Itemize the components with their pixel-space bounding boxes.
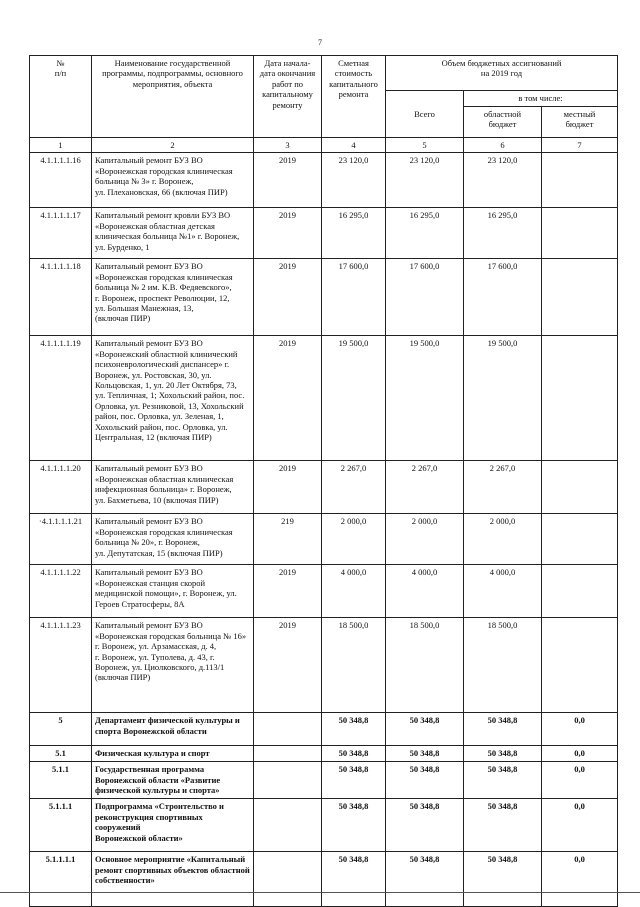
cell-date: 2019 xyxy=(254,336,322,461)
cell-local xyxy=(542,336,618,461)
cell-total: 50 348,8 xyxy=(386,852,464,907)
cell-date: 219 xyxy=(254,514,322,565)
cell-local: 0,0 xyxy=(542,746,618,762)
cell-cost: 2 267,0 xyxy=(322,461,386,514)
page-number: 7 xyxy=(318,38,322,47)
cell-name: Государственная программа Воронежской области «Развитие физической культуры и спорта» xyxy=(92,762,254,799)
header-row-1 xyxy=(30,56,618,91)
table-row xyxy=(30,618,618,713)
cell-regional: 50 348,8 xyxy=(464,799,542,852)
header-cost: Сметная стоимость капитального ремонта xyxy=(322,56,386,138)
cell-cost: 19 500,0 xyxy=(322,336,386,461)
cell-local: 0,0 xyxy=(542,799,618,852)
cell-total: 50 348,8 xyxy=(386,762,464,799)
cell-regional: 2 267,0 xyxy=(464,461,542,514)
cell-cost: 50 348,8 xyxy=(322,746,386,762)
cell-cost: 4 000,0 xyxy=(322,565,386,618)
cell-regional: 50 348,8 xyxy=(464,746,542,762)
cell-date xyxy=(254,713,322,746)
cell-regional: 17 600,0 xyxy=(464,259,542,336)
header-date: Дата начала- дата окончания работ по капитальному ремонту xyxy=(254,56,322,138)
table-row xyxy=(30,514,618,565)
cell-date xyxy=(254,799,322,852)
cell-total: 18 500,0 xyxy=(386,618,464,713)
cell-local: 0,0 xyxy=(542,762,618,799)
table-row xyxy=(30,336,618,461)
col-number: 7 xyxy=(542,138,618,153)
cell-num: ·4.1.1.1.1.21 xyxy=(30,514,92,565)
table-row xyxy=(30,461,618,514)
cell-cost: 2 000,0 xyxy=(322,514,386,565)
page-bottom-rule xyxy=(0,892,640,893)
table-row xyxy=(30,208,618,259)
cell-total: 2 000,0 xyxy=(386,514,464,565)
cell-local xyxy=(542,461,618,514)
cell-total: 2 267,0 xyxy=(386,461,464,514)
cell-date xyxy=(254,852,322,907)
cell-name: Капитальный ремонт БУЗ ВО «Воронежский областной клинический психоневрологический диспансер» г. Воронеж, ул. Ростовская, 30, ул. Кольцовская, 1, ул. 20 Лет Октября, 73, ул. Тепличная, 1; Хохольский район, пос. Орловка, ул. Резниковой, 13, Хохольский район, пос. Орловка, ул. Зеленая, 1, Хохольский район, пос. Орловка, ул. Центральная, 12 (включая ПИР) xyxy=(92,336,254,461)
cell-num: 5.1.1.1.1 xyxy=(30,852,92,907)
cell-name: Капитальный ремонт БУЗ ВО «Воронежская станция скорой медицинской помощи», г. Воронеж, ул. Героев Стратосферы, 8А xyxy=(92,565,254,618)
cell-num: 4.1.1.1.1.16 xyxy=(30,153,92,208)
cell-regional: 50 348,8 xyxy=(464,852,542,907)
header-regional: областной бюджет xyxy=(464,107,542,138)
cell-num: 5.1.1.1 xyxy=(30,799,92,852)
cell-date: 2019 xyxy=(254,618,322,713)
cell-local xyxy=(542,153,618,208)
table-body xyxy=(30,153,618,907)
cell-total: 16 295,0 xyxy=(386,208,464,259)
table-row xyxy=(30,762,618,799)
header-name: Наименование государственной программы, подпрограммы, основного мероприятия, объекта xyxy=(92,56,254,138)
cell-name: Подпрограмма «Строительство и реконструкция спортивных сооружений Воронежской области» xyxy=(92,799,254,852)
cell-local xyxy=(542,565,618,618)
header-num: № п/п xyxy=(30,56,92,138)
col-number: 1 xyxy=(30,138,92,153)
cell-cost: 50 348,8 xyxy=(322,762,386,799)
cell-num: 4.1.1.1.1.17 xyxy=(30,208,92,259)
table-row xyxy=(30,153,618,208)
cell-regional: 4 000,0 xyxy=(464,565,542,618)
col-number: 5 xyxy=(386,138,464,153)
cell-name: Физическая культура и спорт xyxy=(92,746,254,762)
cell-regional: 2 000,0 xyxy=(464,514,542,565)
cell-regional: 50 348,8 xyxy=(464,762,542,799)
cell-date: 2019 xyxy=(254,565,322,618)
cell-local xyxy=(542,208,618,259)
col-number: 2 xyxy=(92,138,254,153)
col-number: 3 xyxy=(254,138,322,153)
table-row xyxy=(30,799,618,852)
column-number-row xyxy=(30,138,618,153)
cell-regional: 16 295,0 xyxy=(464,208,542,259)
cell-cost: 18 500,0 xyxy=(322,618,386,713)
cell-name: Капитальный ремонт БУЗ ВО «Воронежская городская клиническая больница № 2 им. К.В. Федяевского», г. Воронеж, проспект Революции, 12, ул. Большая Манежная, 13, (включая ПИР) xyxy=(92,259,254,336)
cell-total: 4 000,0 xyxy=(386,565,464,618)
budget-table xyxy=(29,55,618,907)
cell-num: 5.1.1 xyxy=(30,762,92,799)
table-row xyxy=(30,746,618,762)
cell-date xyxy=(254,762,322,799)
cell-name: Основное мероприятие «Капитальный ремонт спортивных объектов областной собственности» xyxy=(92,852,254,907)
cell-date xyxy=(254,746,322,762)
cell-total: 19 500,0 xyxy=(386,336,464,461)
cell-cost: 16 295,0 xyxy=(322,208,386,259)
cell-num: 5.1 xyxy=(30,746,92,762)
header-local: местный бюджет xyxy=(542,107,618,138)
cell-num: 4.1.1.1.1.19 xyxy=(30,336,92,461)
cell-local xyxy=(542,514,618,565)
cell-total: 50 348,8 xyxy=(386,746,464,762)
col-number: 6 xyxy=(464,138,542,153)
cell-date: 2019 xyxy=(254,208,322,259)
cell-num: 4.1.1.1.1.18 xyxy=(30,259,92,336)
table-row xyxy=(30,852,618,907)
cell-total: 50 348,8 xyxy=(386,799,464,852)
cell-total: 23 120,0 xyxy=(386,153,464,208)
cell-date: 2019 xyxy=(254,461,322,514)
cell-name: Капитальный ремонт БУЗ ВО «Воронежская городская клиническая больница № 20», г. Воронеж, ул. Депутатская, 15 (включая ПИР) xyxy=(92,514,254,565)
cell-num: 4.1.1.1.1.22 xyxy=(30,565,92,618)
cell-regional: 23 120,0 xyxy=(464,153,542,208)
cell-date: 2019 xyxy=(254,153,322,208)
cell-date: 2019 xyxy=(254,259,322,336)
cell-cost: 50 348,8 xyxy=(322,852,386,907)
table-row xyxy=(30,259,618,336)
cell-cost: 50 348,8 xyxy=(322,799,386,852)
cell-cost: 17 600,0 xyxy=(322,259,386,336)
cell-name: Капитальный ремонт БУЗ ВО «Воронежская областная клиническая инфекционная больница» г. Воронеж, ул. Бахметьева, 10 (включая ПИР) xyxy=(92,461,254,514)
cell-cost: 23 120,0 xyxy=(322,153,386,208)
cell-local xyxy=(542,259,618,336)
cell-total: 50 348,8 xyxy=(386,713,464,746)
cell-local xyxy=(542,618,618,713)
cell-name: Капитальный ремонт БУЗ ВО «Воронежская городская клиническая больница № 3» г. Воронеж, ул. Плехановская, 66 (включая ПИР) xyxy=(92,153,254,208)
header-total: Всего xyxy=(386,91,464,138)
cell-num: 4.1.1.1.1.20 xyxy=(30,461,92,514)
cell-num: 5 xyxy=(30,713,92,746)
table-row xyxy=(30,565,618,618)
header-budget: Объем бюджетных ассигнований на 2019 год xyxy=(386,56,618,91)
cell-name: Капитальный ремонт кровли БУЗ ВО «Воронежская областная детская клиническая больница №1» г. Воронеж, ул. Бурденко, 1 xyxy=(92,208,254,259)
header-including: в том числе: xyxy=(464,91,618,107)
cell-local: 0,0 xyxy=(542,852,618,907)
cell-regional: 19 500,0 xyxy=(464,336,542,461)
cell-num: 4.1.1.1.1.23 xyxy=(30,618,92,713)
cell-name: Капитальный ремонт БУЗ ВО «Воронежская городская больница № 16» г. Воронеж, ул. Арзамасская, д. 4, г. Воронеж, ул. Туполева, д. 43, г. Воронеж, ул. Циолковского, д.113/1 (включая ПИР) xyxy=(92,618,254,713)
table-row xyxy=(30,713,618,746)
cell-name: Департамент физической культуры и спорта Воронежской области xyxy=(92,713,254,746)
cell-cost: 50 348,8 xyxy=(322,713,386,746)
cell-local: 0,0 xyxy=(542,713,618,746)
col-number: 4 xyxy=(322,138,386,153)
cell-regional: 50 348,8 xyxy=(464,713,542,746)
cell-total: 17 600,0 xyxy=(386,259,464,336)
cell-regional: 18 500,0 xyxy=(464,618,542,713)
